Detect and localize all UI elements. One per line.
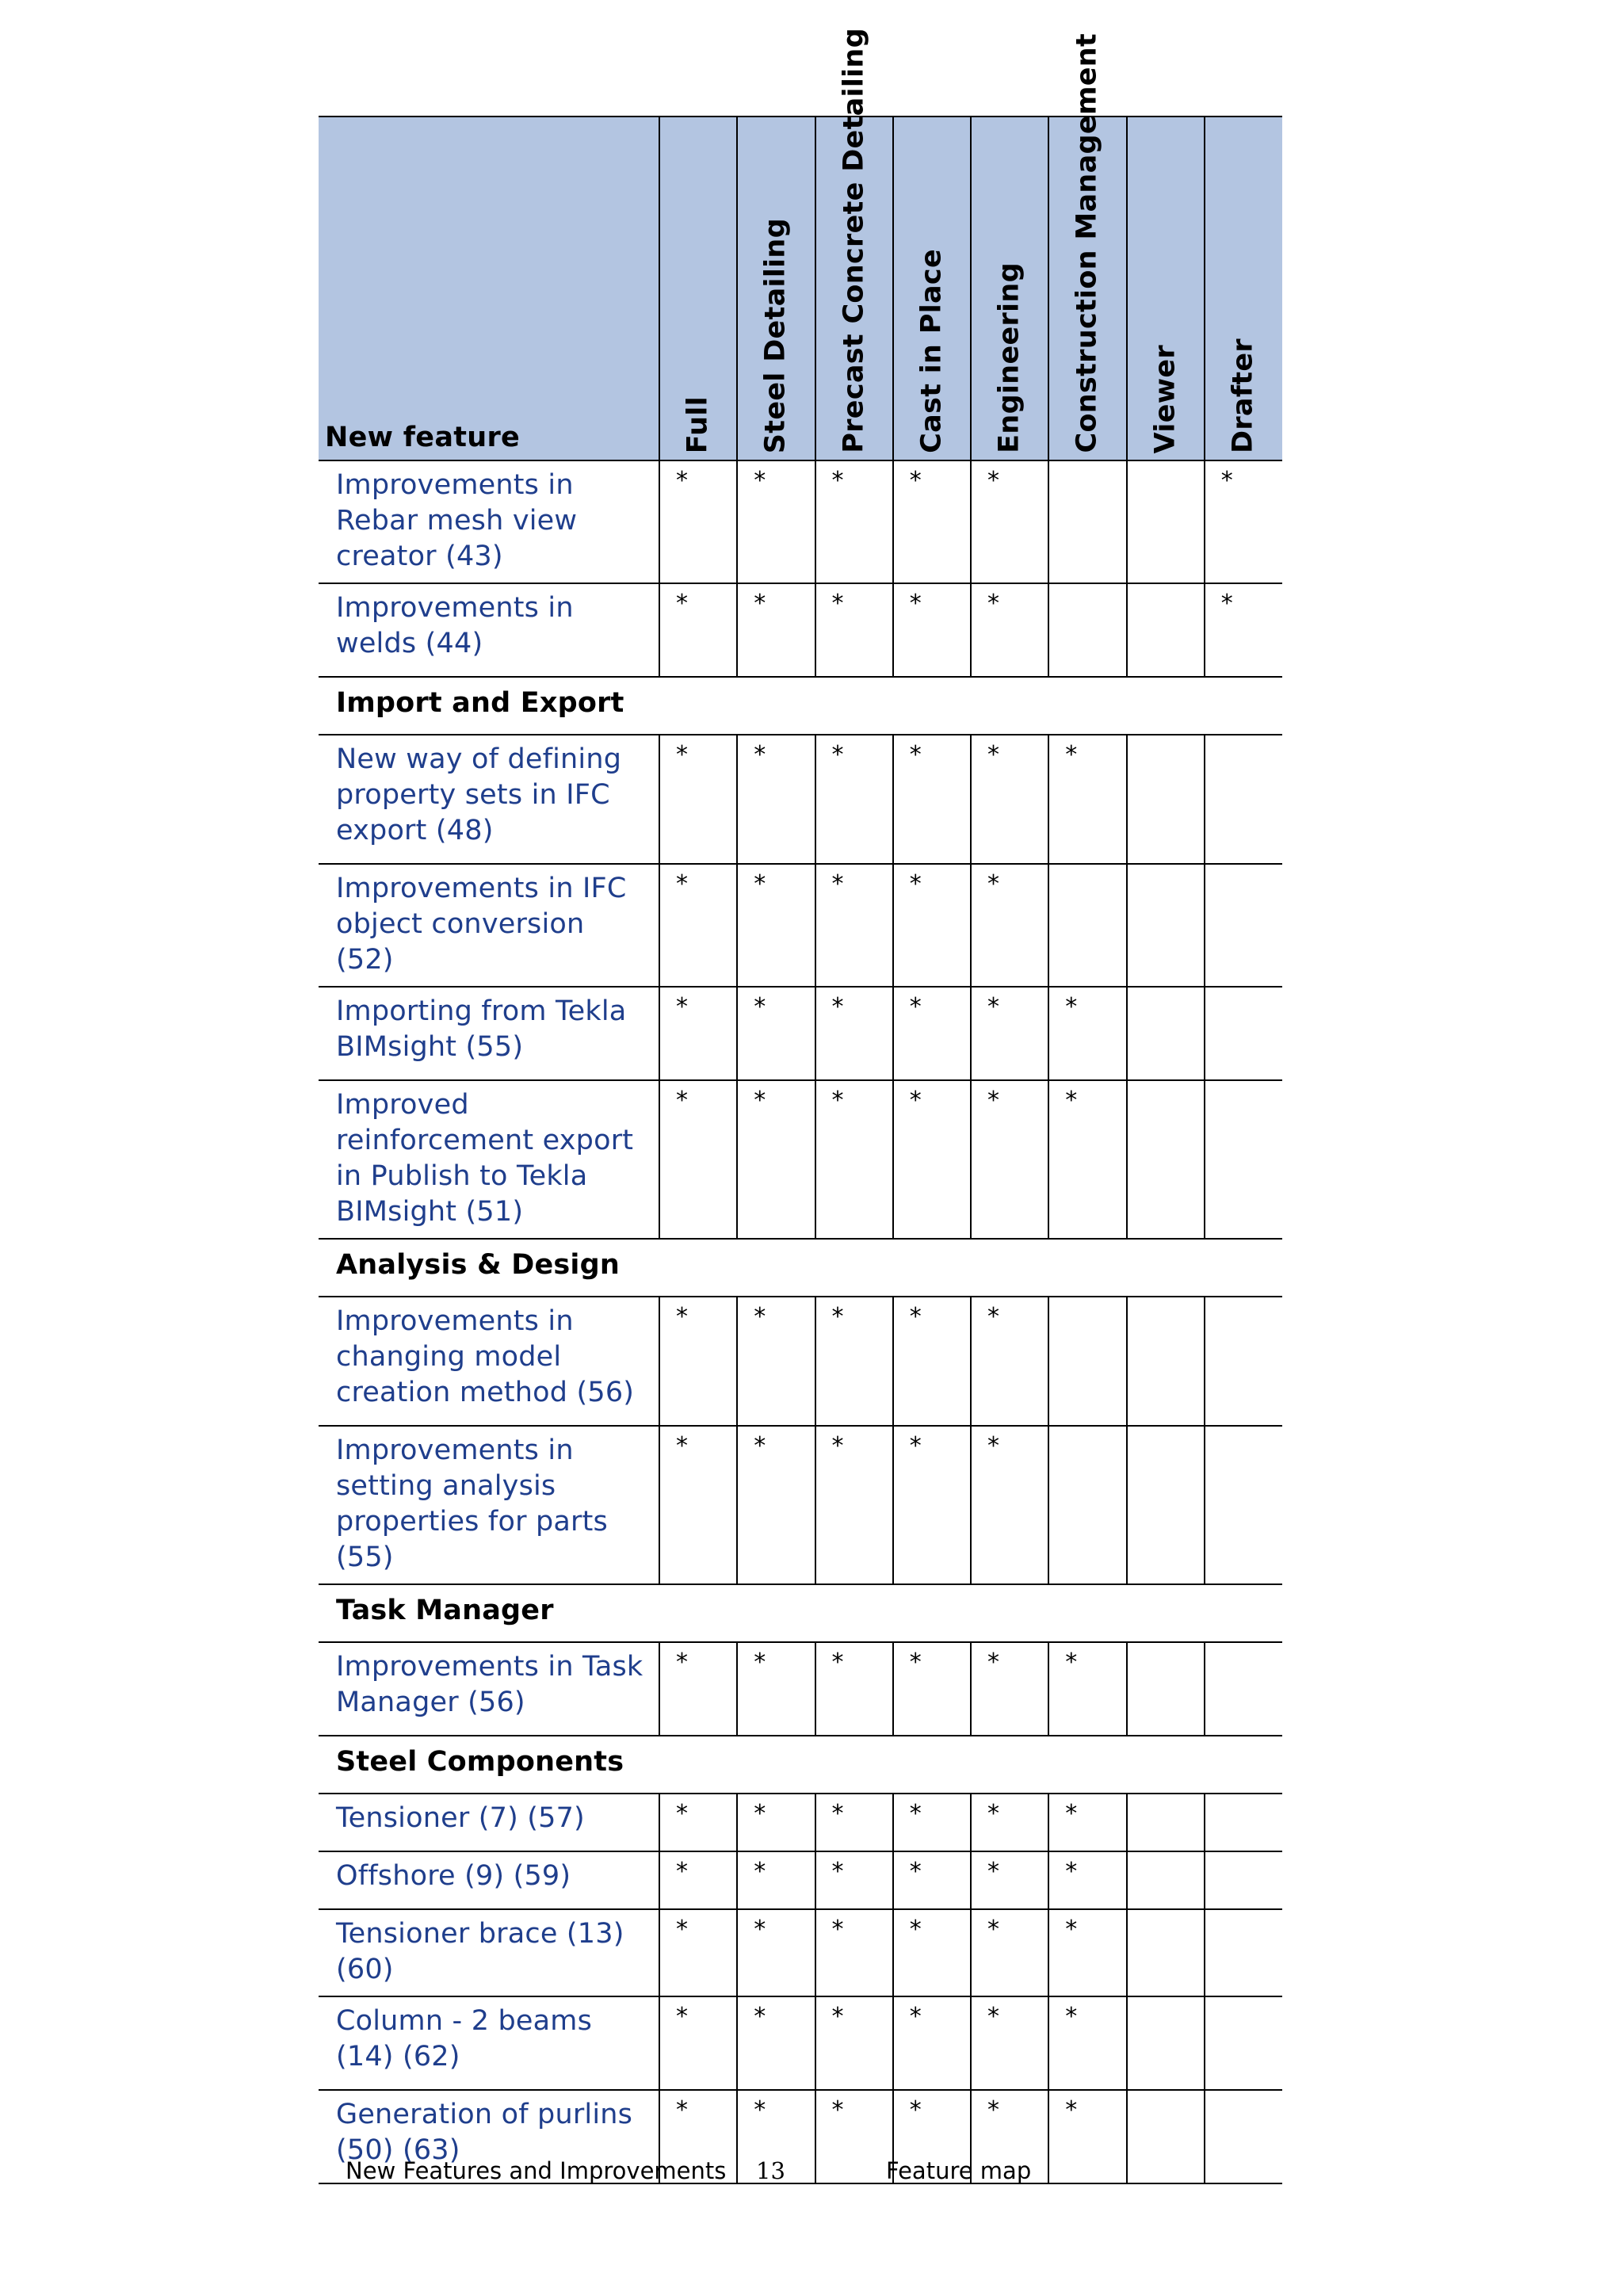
availability-cell: * [659,1996,737,2090]
table-row [319,1297,1282,1426]
availability-cell: * [971,583,1048,677]
availability-cell: * [1048,2090,1126,2183]
availability-cell [1127,1909,1205,1996]
footer-page-number: 13 [756,2157,785,2184]
table-row [319,1426,1282,1584]
feature-link[interactable]: Improvements in IFC object conversion (52) [319,864,659,987]
availability-cell: * [893,735,971,864]
table-row [319,583,1282,677]
feature-link[interactable]: Improvements in welds (44) [319,583,659,677]
table-row [319,1080,1282,1239]
availability-cell: * [737,1642,815,1736]
section-header-row [319,1584,1282,1642]
availability-cell: * [815,987,893,1080]
availability-cell: * [893,1642,971,1736]
availability-cell [1127,1080,1205,1239]
product-label: Construction Management [1071,33,1103,453]
availability-cell: * [659,460,737,583]
availability-cell [1205,2090,1282,2183]
product-label: Engineering [993,262,1025,453]
table-row [319,460,1282,583]
table-header-row [319,117,1282,460]
availability-cell [1048,583,1126,677]
availability-cell [1127,987,1205,1080]
availability-cell: * [893,583,971,677]
feature-link[interactable]: Generation of purlins (50) (63) [319,2090,659,2183]
availability-cell: * [971,2090,1048,2183]
availability-cell: * [815,735,893,864]
availability-cell: * [659,1909,737,1996]
availability-cell: * [815,1909,893,1996]
feature-link[interactable]: Improvements in setting analysis properties for parts (55) [319,1426,659,1584]
availability-cell: * [659,1851,737,1909]
availability-cell: * [1205,583,1282,677]
availability-cell: * [1048,1794,1126,1851]
availability-cell [1127,1996,1205,2090]
availability-cell: * [893,864,971,987]
feature-map-table [319,28,1282,2184]
availability-cell: * [737,1080,815,1239]
availability-cell: * [737,1426,815,1584]
footer-document-title: New Features and Improvements [346,2157,727,2184]
product-label: Precast Concrete Detailing [838,28,870,453]
availability-cell: * [893,1996,971,2090]
availability-cell [1205,864,1282,987]
availability-cell: * [659,987,737,1080]
availability-cell: * [971,864,1048,987]
availability-cell [1205,1851,1282,1909]
availability-cell [1048,1297,1126,1426]
availability-cell [1127,1642,1205,1736]
availability-cell: * [659,864,737,987]
availability-cell [1127,460,1205,583]
feature-link[interactable]: Improvements in changing model creation method (56) [319,1297,659,1426]
availability-cell: * [893,460,971,583]
availability-cell: * [1048,735,1126,864]
availability-cell: * [1048,1080,1126,1239]
product-label: Drafter [1227,338,1259,453]
availability-cell: * [893,987,971,1080]
header-product-engineering [971,117,1048,460]
availability-cell: * [1048,987,1126,1080]
availability-cell [1205,1794,1282,1851]
availability-cell: * [659,583,737,677]
availability-cell [1205,1080,1282,1239]
availability-cell: * [737,2090,815,2183]
availability-cell: * [659,2090,737,2183]
availability-cell: * [737,735,815,864]
table-row [319,1909,1282,1996]
availability-cell: * [659,1426,737,1584]
availability-cell: * [737,1297,815,1426]
availability-cell: * [815,583,893,677]
availability-cell: * [971,1080,1048,1239]
availability-cell [1205,735,1282,864]
header-product-steel-detailing [737,117,815,460]
availability-cell [1205,1909,1282,1996]
availability-cell: * [893,1426,971,1584]
availability-cell: * [659,1642,737,1736]
header-product-drafter [1205,117,1282,460]
availability-cell [1127,583,1205,677]
feature-link[interactable]: Improvements in Task Manager (56) [319,1642,659,1736]
availability-cell [1048,460,1126,583]
availability-cell: * [737,583,815,677]
availability-cell [1127,735,1205,864]
availability-cell: * [815,1642,893,1736]
availability-cell: * [893,1794,971,1851]
availability-cell: * [659,1297,737,1426]
availability-cell [1127,2090,1205,2183]
availability-cell: * [815,864,893,987]
availability-cell [1205,1642,1282,1736]
availability-cell [1048,864,1126,987]
availability-cell: * [815,1080,893,1239]
availability-cell: * [971,987,1048,1080]
product-label: Steel Detailing [759,217,792,453]
availability-cell: * [737,1996,815,2090]
availability-cell: * [1048,1996,1126,2090]
availability-cell: * [815,1426,893,1584]
availability-cell: * [659,1080,737,1239]
availability-cell [1205,987,1282,1080]
availability-cell [1205,1426,1282,1584]
availability-cell: * [893,1080,971,1239]
availability-cell [1048,1426,1126,1584]
section-title: Import and Export [319,677,1282,735]
availability-cell: * [815,2090,893,2183]
section-title: Steel Components [319,1736,1282,1794]
availability-cell: * [659,1794,737,1851]
table-row [319,987,1282,1080]
availability-cell: * [737,460,815,583]
feature-link[interactable]: Improvements in Rebar mesh view creator (43) [319,460,659,583]
availability-cell: * [737,987,815,1080]
availability-cell: * [737,1794,815,1851]
availability-cell: * [815,1851,893,1909]
table-row [319,1851,1282,1909]
availability-cell: * [659,735,737,864]
footer-section-title: Feature map [886,2157,1032,2184]
availability-cell: * [893,1851,971,1909]
availability-cell: * [893,1297,971,1426]
availability-cell: * [737,1851,815,1909]
table-body [319,460,1282,2183]
availability-cell: * [737,1909,815,1996]
table-row [319,1642,1282,1736]
header-new-feature: New feature [319,117,659,460]
availability-cell: * [971,1851,1048,1909]
availability-cell: * [815,1996,893,2090]
availability-cell: * [815,1794,893,1851]
availability-cell: * [815,1297,893,1426]
availability-cell: * [815,460,893,583]
table-row [319,1996,1282,2090]
availability-cell: * [893,1909,971,1996]
feature-link[interactable]: Improved reinforcement export in Publish to Tekla BIMsight (51) [319,1080,659,1239]
availability-cell: * [971,1426,1048,1584]
feature-link[interactable]: Column - 2 beams (14) (62) [319,1996,659,2090]
section-header-row [319,1736,1282,1794]
header-product-viewer [1127,117,1205,460]
section-title: Task Manager [319,1584,1282,1642]
availability-cell: * [971,1996,1048,2090]
table-row [319,864,1282,987]
availability-cell [1205,1996,1282,2090]
feature-link[interactable]: Importing from Tekla BIMsight (55) [319,987,659,1080]
availability-cell: * [1205,460,1282,583]
availability-cell: * [737,864,815,987]
availability-cell [1127,864,1205,987]
table-row [319,735,1282,864]
availability-cell [1127,1851,1205,1909]
table-row [319,1794,1282,1851]
product-label: Full [682,395,714,453]
availability-cell [1205,1297,1282,1426]
availability-cell: * [971,1297,1048,1426]
availability-cell [1127,1794,1205,1851]
availability-cell [1127,1297,1205,1426]
section-header-row [319,677,1282,735]
header-product-construction-management [1048,33,1126,460]
availability-cell: * [893,2090,971,2183]
availability-cell [1127,1426,1205,1584]
header-product-cast-in-place [893,117,971,460]
availability-cell: * [1048,1642,1126,1736]
availability-cell: * [971,1794,1048,1851]
section-title: Analysis & Design [319,1239,1282,1297]
feature-link[interactable]: Offshore (9) (59) [319,1851,659,1909]
availability-cell: * [971,1909,1048,1996]
section-header-row [319,1239,1282,1297]
availability-cell: * [1048,1851,1126,1909]
availability-cell: * [1048,1909,1126,1996]
availability-cell: * [971,735,1048,864]
availability-cell: * [971,1642,1048,1736]
feature-link[interactable]: New way of defining property sets in IFC export (48) [319,735,659,864]
header-product-full [659,117,737,460]
feature-link[interactable]: Tensioner brace (13) (60) [319,1909,659,1996]
product-label: Viewer [1149,344,1182,453]
availability-cell: * [971,460,1048,583]
header-product-precast-concrete-detailing [815,28,893,460]
product-label: Cast in Place [915,249,948,453]
feature-link[interactable]: Tensioner (7) (57) [319,1794,659,1851]
